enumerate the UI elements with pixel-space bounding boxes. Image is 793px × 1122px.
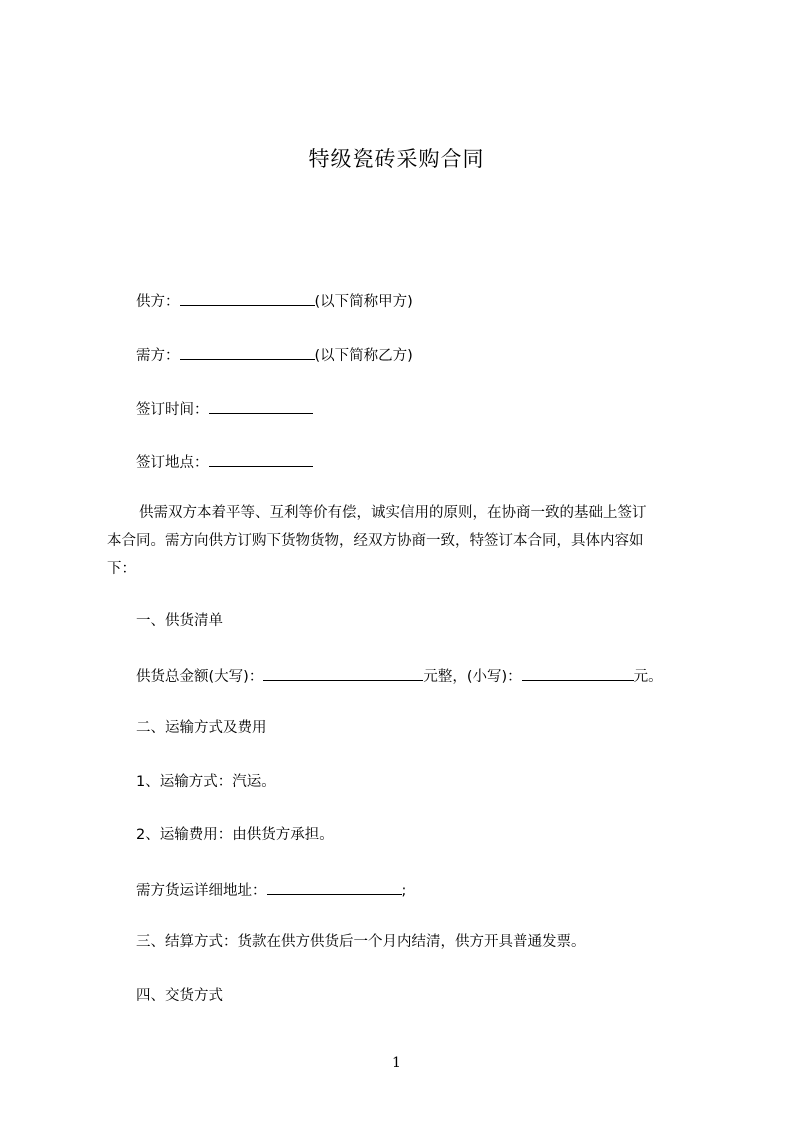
transport-cost: 2、运输费用：由供货方承担。: [136, 827, 334, 843]
supplier-line: [136, 290, 413, 312]
supplier-blank[interactable]: [180, 290, 315, 306]
amount-words-blank[interactable]: [263, 665, 423, 681]
section-4-heading: 四、交货方式: [136, 988, 223, 1004]
buyer-line: [136, 344, 413, 366]
transport-method: 1、运输方式：汽运。: [136, 774, 276, 790]
intro-paragraph: [107, 499, 707, 583]
page-number: 1: [392, 1055, 401, 1071]
address-blank[interactable]: [267, 879, 402, 895]
address-label: 需方货运详细地址：: [136, 883, 267, 899]
sign-time-label: 签订时间：: [136, 402, 209, 418]
sign-place-line: [136, 451, 313, 473]
buyer-suffix: (以下简称乙方): [314, 348, 413, 364]
address-line: [136, 879, 406, 901]
buyer-blank[interactable]: [180, 344, 315, 360]
section-3-heading: 三、结算方式：货款在供方供货后一个月内结清，供方开具普通发票。: [136, 934, 586, 950]
amount-label: 供货总金额(大写)：: [136, 669, 264, 685]
intro-line-1: 供需双方本着平等、互利等价有偿，诚实信用的原则，在协商一致的基础上签订: [139, 505, 647, 521]
buyer-label: 需方：: [136, 348, 180, 364]
sign-time-blank[interactable]: [209, 398, 313, 414]
intro-line-2: 本合同。需方向供方订购下货物货物，经双方协商一致，特签订本合同，具体内容如: [107, 533, 644, 549]
section-1-heading: 一、供货清单: [136, 613, 223, 629]
sign-place-blank[interactable]: [209, 451, 313, 467]
supplier-suffix: (以下简称甲方): [314, 294, 413, 310]
amount-line: [136, 665, 663, 687]
amount-end: 元。: [633, 669, 663, 685]
amount-figures-blank[interactable]: [522, 665, 634, 681]
amount-mid: 元整，(小写)：: [423, 669, 522, 685]
sign-time-line: [136, 398, 313, 420]
section-2-heading: 二、运输方式及费用: [136, 720, 267, 736]
supplier-label: 供方：: [136, 294, 180, 310]
sign-place-label: 签订地点：: [136, 455, 209, 471]
address-end: ;: [401, 883, 407, 899]
intro-line-3: 下：: [107, 561, 136, 577]
document-title: 特级瓷砖采购合同: [308, 147, 485, 171]
